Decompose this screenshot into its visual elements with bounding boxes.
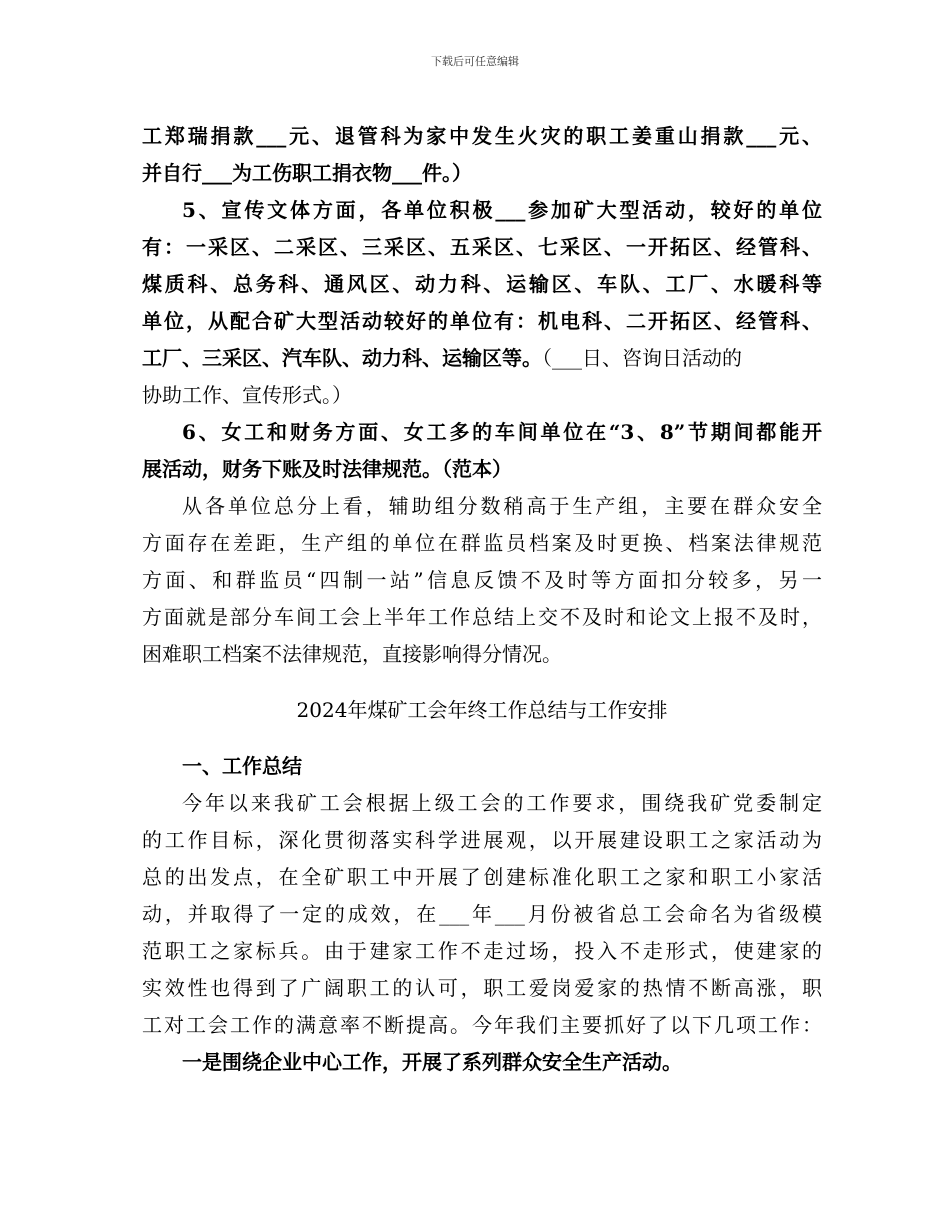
paragraph-line: 煤质科、总务科、通风区、动力科、运输区、车队、工厂、水暖科等 — [142, 272, 822, 296]
document-body — [142, 118, 822, 1081]
paragraph-line: 工郑瑞捐款___元、退管科为家中发生火灾的职工姜重山捐款___元、 — [142, 124, 822, 148]
spacer — [142, 729, 822, 748]
paragraph-line: 方面、和群监员“四制一站”信息反馈不及时等方面扣分较多，另一 — [142, 568, 822, 592]
section-heading: 一、工作总结 — [182, 754, 302, 778]
paragraph-line: 有：一采区、二采区、三采区、五采区、七采区、一开拓区、经管科、 — [142, 235, 822, 259]
paragraph-line: 的工作目标，深化贯彻落实科学进展观，以开展建设职工之家活动为 — [142, 828, 822, 852]
paragraph-line: 协助工作、宣传形式。） — [142, 383, 352, 407]
paragraph-line: 展活动，财务下账及时法律规范。（范本） — [142, 457, 512, 481]
paragraph-line: 方面存在差距，生产组的单位在群监员档案及时更换、档案法律规范 — [142, 531, 822, 555]
paragraph-line: 6、女工和财务方面、女工多的车间单位在“3、8”节期间都能开 — [182, 420, 822, 444]
paragraph-line: 单位，从配合矿大型活动较好的单位有：机电科、二开拓区、经管科、 — [142, 309, 822, 333]
bold-segment: 工厂、三采区、汽车队、动力科、运输区等。 — [142, 346, 542, 370]
paragraph-line: 实效性也得到了广阔职工的认可，职工爱岗爱家的热情不断高涨，职 — [142, 976, 822, 1000]
page-header: 下载后可任意编辑 — [431, 55, 519, 68]
paragraph-line: 动，并取得了一定的成效，在___年___月份被省总工会命名为省级模 — [142, 902, 822, 926]
regular-segment: （___日、咨询日活动的 — [542, 346, 742, 370]
paragraph-line: 今年以来我矿工会根据上级工会的工作要求，围绕我矿党委制定 — [182, 791, 822, 815]
paragraph-line: 总的出发点，在全矿职工中开展了创建标准化职工之家和职工小家活 — [142, 865, 822, 889]
paragraph-line: 工对工会工作的满意率不断提高。今年我们主要抓好了以下几项工作： — [142, 1013, 822, 1037]
paragraph-line: 范职工之家标兵。由于建家工作不走过场，投入不走形式，使建家的 — [142, 939, 822, 963]
spacer — [142, 673, 822, 692]
paragraph-line: 从各单位总分上看，辅助组分数稍高于生产组，主要在群众安全 — [182, 494, 822, 518]
paragraph-line: 一是围绕企业中心工作，开展了系列群众安全生产活动。 — [182, 1050, 682, 1074]
paragraph-line: 困难职工档案不法律规范，直接影响得分情况。 — [142, 642, 562, 666]
section-title: 2024年煤矿工会年终工作总结与工作安排 — [296, 698, 668, 722]
paragraph-line — [142, 340, 822, 377]
paragraph-line: 5、宣传文体方面，各单位积极___参加矿大型活动，较好的单位 — [182, 198, 822, 222]
paragraph-line: 方面就是部分车间工会上半年工作总结上交不及时和论文上报不及时， — [142, 605, 822, 629]
paragraph-line: 并自行___为工伤职工捐衣物___件。） — [142, 161, 472, 185]
